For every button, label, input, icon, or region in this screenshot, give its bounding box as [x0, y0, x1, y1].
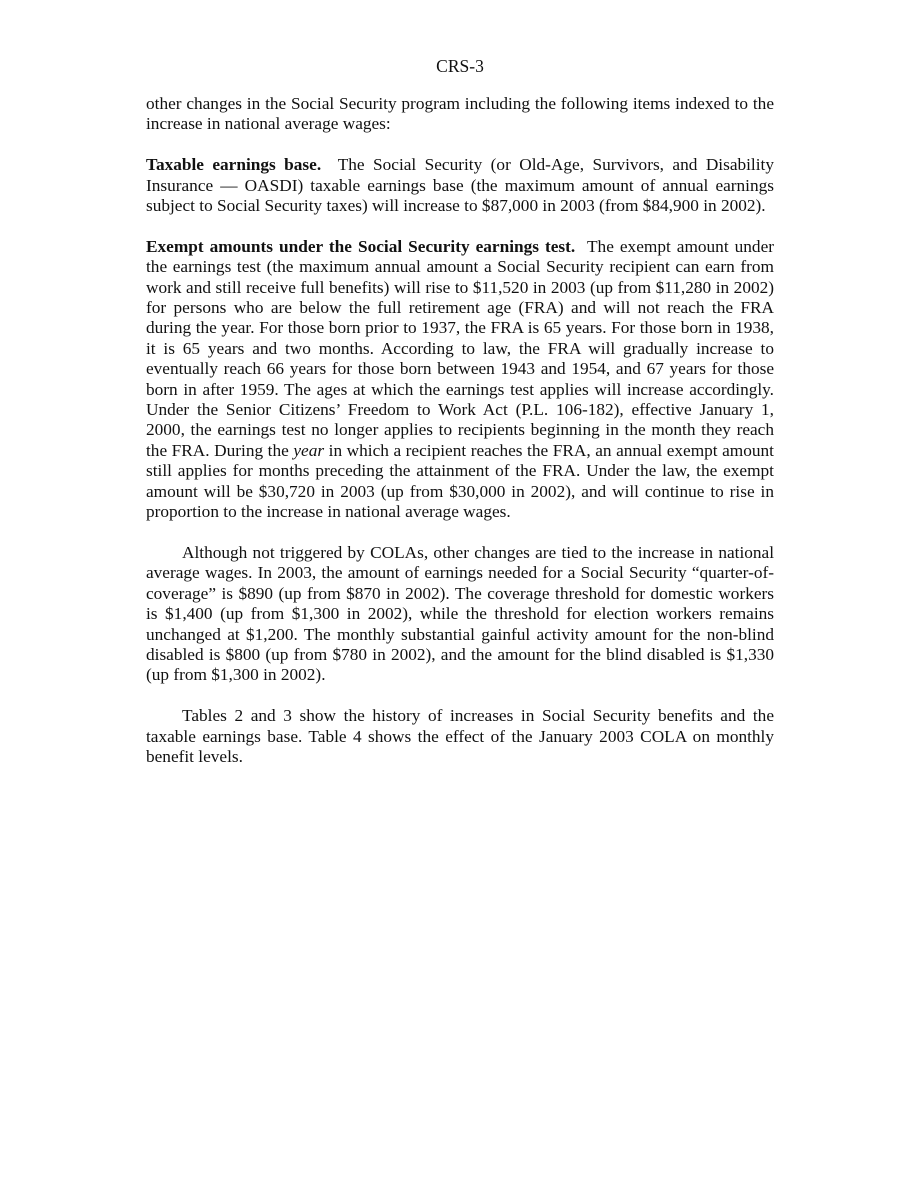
exempt-amounts-heading: Exempt amounts under the Social Security earnings test.: [146, 236, 576, 256]
taxable-earnings-paragraph: [146, 155, 774, 216]
taxable-earnings-text: The Social Security (or Old-Age, Survivors, and Disability Insurance — OASDI) taxable earnings base (the maximum amount of annual earnings subject to Social Security taxes) will increase to $87,000 in 2003 (from $84,900 in 2002).: [146, 155, 774, 216]
cola-paragraph: Although not triggered by COLAs, other changes are tied to the increase in national average wages. In 2003, the amount of earnings needed for a Social Security “quarter-of-coverage” is $890 (up from $870 in 2002). The coverage threshold for domestic workers is $1,400 (up from $1,300 in 2002), while the threshold for election workers remains unchanged at $1,200. The monthly substantial gainful activity amount for the non-blind disabled is $800 (up from $780 in 2002), and the amount for the blind disabled is $1,330 (up from $1,300 in 2002).: [146, 542, 774, 685]
exempt-amounts-text-part2: in which a recipient reaches the FRA, an annual exempt amount still applies for months preceding the attainment of the FRA. Under the law, the exempt amount will be $30,720 in 2003 (up from $30,000 in 2002), and will continue to rise in proportion to the increase in national average wages.: [146, 440, 774, 522]
exempt-amounts-paragraph: [146, 237, 774, 523]
exempt-amounts-text-part1: The exempt amount under the earnings test (the maximum annual amount a Social Security recipient can earn from work and still receive full benefits) will rise to $11,520 in 2003 (up from $11,280 in 2002) for persons who are below the full retirement age (FRA) and will not reach the FRA during the year. For those born prior to 1937, the FRA is 65 years. For those born in 1938, it is 65 years and two months. According to law, the FRA will gradually increase to eventually reach 66 years for those born between 1943 and 1954, and 67 years for those born in after 1959. The ages at which the earnings test applies will increase accordingly. Under the Senior Citizens’ Freedom to Work Act (P.L. 106-182), effective January 1, 2000, the earnings test no longer applies to recipients beginning in the month they reach the FRA. During the: [146, 236, 774, 460]
document-body: [146, 94, 774, 788]
page-label: CRS-3: [436, 56, 484, 76]
intro-paragraph: other changes in the Social Security program including the following items indexed to the increase in national average wages:: [146, 94, 774, 134]
tables-paragraph: Tables 2 and 3 show the history of increases in Social Security benefits and the taxable earnings base. Table 4 shows the effect of the January 2003 COLA on monthly benefit levels.: [146, 706, 774, 766]
exempt-amounts-emphasis: year: [293, 440, 325, 460]
taxable-earnings-heading: Taxable earnings base.: [146, 155, 322, 175]
page-header: [0, 56, 920, 76]
